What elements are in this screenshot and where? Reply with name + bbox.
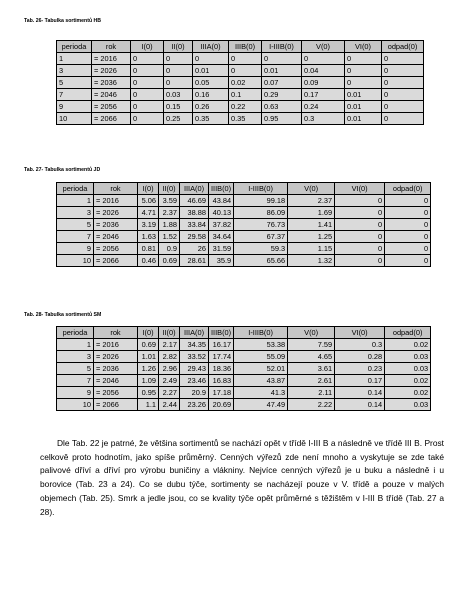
table-cell: 0.95 — [138, 387, 159, 399]
table-cell: 0 — [131, 113, 164, 125]
table-cell: 0 — [335, 231, 385, 243]
table-cell: 1.1 — [138, 399, 159, 411]
body-paragraph: Dle Tab. 22 je patrné, že většina sortimentů se nachází opět v třídě I-III B a následně ve třídě III B. Prost celkově proto hodnotím, jako spíše průměrný. Cenných výřezů zde není mnoho a vyskytuje se zde také palivové dříví a dříví pro výrobu buničiny a vlákniny. Nejvíce cenných výřezů je u buku a následně i u borovice (Tab. 23 a 24). Co se dubu týče, sortimenty se nacházejí pouze v V. třídě a pouze v malých objemech (Tab. 25). Smrk a jedle jsou, co se kvality týče opět průměrné s těžištěm v I-III B třídě (Tab. 27 a 28). — [40, 438, 444, 517]
table-cell: 1.52 — [159, 231, 180, 243]
table-cell: = 2046 — [92, 89, 131, 101]
table-cell: 0.14 — [335, 399, 385, 411]
column-header: perioda — [57, 183, 94, 195]
table-cell: 0 — [302, 53, 345, 65]
table-tab-28 — [56, 326, 431, 411]
column-header: rok — [94, 327, 138, 339]
table-cell: 0.35 — [193, 113, 229, 125]
table-cell: 16.17 — [209, 339, 234, 351]
table-tab-26 — [56, 40, 424, 125]
column-header: IIIB(0) — [229, 41, 262, 53]
table-cell: 0 — [382, 113, 424, 125]
table-row — [57, 375, 431, 387]
table-cell: = 2016 — [94, 195, 138, 207]
column-header: II(0) — [159, 327, 180, 339]
table-cell: 2.61 — [288, 375, 335, 387]
table-cell: 31.59 — [209, 243, 234, 255]
table-cell: 0 — [345, 65, 382, 77]
table-cell: 2.11 — [288, 387, 335, 399]
table-cell: 0.02 — [385, 387, 431, 399]
table-cell: 2.82 — [159, 351, 180, 363]
table-cell: 5 — [57, 219, 94, 231]
table-cell: 0 — [131, 89, 164, 101]
table-cell: = 2066 — [94, 399, 138, 411]
table-cell: 0.3 — [302, 113, 345, 125]
column-header: IIIA(0) — [193, 41, 229, 53]
table-cell: = 2026 — [94, 207, 138, 219]
table-cell: 5.06 — [138, 195, 159, 207]
column-header: perioda — [57, 327, 94, 339]
table-cell: = 2026 — [94, 351, 138, 363]
table-cell: 0.15 — [164, 101, 193, 113]
table-cell: 0.03 — [164, 89, 193, 101]
column-header: I(0) — [138, 327, 159, 339]
table-cell: 0 — [131, 53, 164, 65]
table-cell: 2.49 — [159, 375, 180, 387]
table-cell: 0 — [229, 65, 262, 77]
table-cell: 2.17 — [159, 339, 180, 351]
table-cell: 0.02 — [385, 375, 431, 387]
table-cell: 99.18 — [234, 195, 288, 207]
table-cell: 3.61 — [288, 363, 335, 375]
table-cell: 3.19 — [138, 219, 159, 231]
table-cell: 0.03 — [385, 363, 431, 375]
table-row — [57, 351, 431, 363]
table-cell: 0 — [382, 65, 424, 77]
column-header: IIIB(0) — [209, 183, 234, 195]
table-cell: 1.69 — [288, 207, 335, 219]
table-cell: 0 — [335, 207, 385, 219]
table-cell: 5 — [57, 77, 92, 89]
column-header: V(0) — [288, 327, 335, 339]
table-cell: 34.64 — [209, 231, 234, 243]
table-row — [57, 255, 431, 267]
table-cell: = 2046 — [94, 231, 138, 243]
table-cell: 1.32 — [288, 255, 335, 267]
table-row — [57, 65, 424, 77]
table-cell: 4.71 — [138, 207, 159, 219]
table-cell: 0.29 — [262, 89, 302, 101]
table-cell: 29.58 — [180, 231, 209, 243]
table-cell: = 2036 — [92, 77, 131, 89]
column-header: IIIA(0) — [180, 183, 209, 195]
table-cell: 20.69 — [209, 399, 234, 411]
table-cell: 0 — [335, 255, 385, 267]
table-cell: 0 — [382, 101, 424, 113]
caption-tab-28: Tab. 28- Tabulka sortimentů SM — [24, 312, 102, 318]
header-row — [57, 327, 431, 339]
column-header: I(0) — [131, 41, 164, 53]
column-header: I-IIIB(0) — [234, 327, 288, 339]
table-cell: 3 — [57, 65, 92, 77]
table-cell: 10 — [57, 113, 92, 125]
table-cell: 2.37 — [288, 195, 335, 207]
table-cell: 1 — [57, 339, 94, 351]
table-cell: 18.36 — [209, 363, 234, 375]
column-header: VI(0) — [335, 327, 385, 339]
table-cell: = 2056 — [92, 101, 131, 113]
table-row — [57, 77, 424, 89]
table-cell: 67.37 — [234, 231, 288, 243]
table-cell: 59.3 — [234, 243, 288, 255]
table-cell: = 2046 — [94, 375, 138, 387]
column-header: IIIB(0) — [209, 327, 234, 339]
table-cell: 0 — [345, 53, 382, 65]
table-cell: 0.01 — [193, 65, 229, 77]
table-cell: 4.65 — [288, 351, 335, 363]
table-cell: 0.16 — [193, 89, 229, 101]
table-cell: 0.69 — [138, 339, 159, 351]
table-cell: 55.09 — [234, 351, 288, 363]
table-cell: 0.14 — [335, 387, 385, 399]
table-cell: 0 — [335, 219, 385, 231]
table-row — [57, 363, 431, 375]
table-cell: 0.03 — [385, 351, 431, 363]
table-cell: 7.59 — [288, 339, 335, 351]
table-row — [57, 387, 431, 399]
table-row — [57, 399, 431, 411]
table-cell: 0.07 — [262, 77, 302, 89]
table-cell: 0.81 — [138, 243, 159, 255]
table-cell: 0 — [385, 255, 431, 267]
table-cell: 0.63 — [262, 101, 302, 113]
table-cell: 0 — [382, 77, 424, 89]
table-cell: = 2066 — [92, 113, 131, 125]
table-cell: 0 — [385, 243, 431, 255]
table-cell: 0 — [229, 53, 262, 65]
table-cell: 40.13 — [209, 207, 234, 219]
table-cell: 2.44 — [159, 399, 180, 411]
table-cell: 7 — [57, 231, 94, 243]
table-cell: 0.22 — [229, 101, 262, 113]
table-cell: 0.9 — [159, 243, 180, 255]
column-header: I-IIIB(0) — [262, 41, 302, 53]
table-tab-27 — [56, 182, 431, 267]
table-cell: 0 — [335, 243, 385, 255]
table-cell: = 2036 — [94, 363, 138, 375]
table-cell: 1.25 — [288, 231, 335, 243]
table-cell: = 2016 — [94, 339, 138, 351]
table-cell: 41.3 — [234, 387, 288, 399]
column-header: rok — [92, 41, 131, 53]
table-row — [57, 219, 431, 231]
table-cell: 0.01 — [345, 89, 382, 101]
table-cell: 47.49 — [234, 399, 288, 411]
table-cell: 86.09 — [234, 207, 288, 219]
column-header: I-IIIB(0) — [234, 183, 288, 195]
table-cell: 1.01 — [138, 351, 159, 363]
table-cell: 0 — [164, 53, 193, 65]
table-cell: 0.05 — [193, 77, 229, 89]
column-header: perioda — [57, 41, 92, 53]
table-row — [57, 53, 424, 65]
table-row — [57, 195, 431, 207]
table-cell: 0 — [262, 53, 302, 65]
table-cell: 0.02 — [229, 77, 262, 89]
table-cell: 20.9 — [180, 387, 209, 399]
table-cell: 0 — [335, 195, 385, 207]
table-cell: 0.17 — [302, 89, 345, 101]
table-cell: 0.3 — [335, 339, 385, 351]
table-cell: 0.69 — [159, 255, 180, 267]
table-cell: = 2056 — [94, 243, 138, 255]
caption-tab-27: Tab. 27- Tabulka sortimentů JD — [24, 167, 101, 173]
column-header: I(0) — [138, 183, 159, 195]
table-cell: 43.87 — [234, 375, 288, 387]
table-cell: 10 — [57, 255, 94, 267]
table-cell: 0.04 — [302, 65, 345, 77]
table-cell: 0.03 — [385, 399, 431, 411]
table-cell: 43.84 — [209, 195, 234, 207]
table-cell: 65.66 — [234, 255, 288, 267]
table-row — [57, 207, 431, 219]
table-cell: 1.88 — [159, 219, 180, 231]
table-cell: 7 — [57, 89, 92, 101]
column-header: II(0) — [164, 41, 193, 53]
table-cell: = 2026 — [92, 65, 131, 77]
table-cell: 1 — [57, 195, 94, 207]
table-cell: 3 — [57, 351, 94, 363]
table-cell: 0 — [131, 65, 164, 77]
table-cell: 33.52 — [180, 351, 209, 363]
table-cell: 0 — [385, 219, 431, 231]
table-cell: 1.63 — [138, 231, 159, 243]
table-cell: 0.26 — [193, 101, 229, 113]
table-cell: 5 — [57, 363, 94, 375]
table-cell: 29.43 — [180, 363, 209, 375]
table-cell: 33.84 — [180, 219, 209, 231]
table-cell: 3.59 — [159, 195, 180, 207]
table-cell: 1.09 — [138, 375, 159, 387]
table-cell: 0.24 — [302, 101, 345, 113]
table-cell: 0.23 — [335, 363, 385, 375]
table-cell: 0 — [382, 53, 424, 65]
table-row — [57, 101, 424, 113]
table-cell: 3 — [57, 207, 94, 219]
table-cell: = 2016 — [92, 53, 131, 65]
table-cell: 0.01 — [345, 113, 382, 125]
column-header: IIIA(0) — [180, 327, 209, 339]
header-row — [57, 183, 431, 195]
column-header: V(0) — [302, 41, 345, 53]
table-cell: 0 — [345, 77, 382, 89]
table-cell: 0 — [382, 89, 424, 101]
table-cell: 35.9 — [209, 255, 234, 267]
table-cell: 16.83 — [209, 375, 234, 387]
table-cell: 53.38 — [234, 339, 288, 351]
table-cell: 10 — [57, 399, 94, 411]
table-cell: 2.96 — [159, 363, 180, 375]
table-cell: 37.82 — [209, 219, 234, 231]
table-cell: 0 — [385, 207, 431, 219]
table-cell: = 2066 — [94, 255, 138, 267]
table-row — [57, 89, 424, 101]
table-cell: 28.61 — [180, 255, 209, 267]
table-cell: 0 — [385, 231, 431, 243]
column-header: V(0) — [288, 183, 335, 195]
table-cell: 7 — [57, 375, 94, 387]
table-cell: 9 — [57, 101, 92, 113]
column-header: rok — [94, 183, 138, 195]
table-cell: 2.37 — [159, 207, 180, 219]
column-header: VI(0) — [345, 41, 382, 53]
table-cell: 0.01 — [262, 65, 302, 77]
table-cell: 17.18 — [209, 387, 234, 399]
table-cell: 17.74 — [209, 351, 234, 363]
header-row — [57, 41, 424, 53]
table-cell: 0.35 — [229, 113, 262, 125]
table-cell: 2.27 — [159, 387, 180, 399]
table-cell: 52.01 — [234, 363, 288, 375]
column-header: odpad(0) — [385, 183, 431, 195]
table-cell: 0.17 — [335, 375, 385, 387]
table-cell: 0.01 — [345, 101, 382, 113]
table-cell: 34.35 — [180, 339, 209, 351]
column-header: VI(0) — [335, 183, 385, 195]
column-header: odpad(0) — [385, 327, 431, 339]
table-cell: 0 — [131, 101, 164, 113]
table-cell: 2.22 — [288, 399, 335, 411]
table-cell: 0 — [193, 53, 229, 65]
table-row — [57, 231, 431, 243]
table-cell: = 2036 — [94, 219, 138, 231]
table-cell: 1.26 — [138, 363, 159, 375]
table-cell: 1.41 — [288, 219, 335, 231]
table-cell: 0 — [164, 77, 193, 89]
table-cell: 26 — [180, 243, 209, 255]
table-cell: 1.15 — [288, 243, 335, 255]
table-cell: 0 — [131, 77, 164, 89]
table-cell: 0.46 — [138, 255, 159, 267]
table-cell: 23.26 — [180, 399, 209, 411]
table-cell: 0.02 — [385, 339, 431, 351]
column-header: odpad(0) — [382, 41, 424, 53]
table-cell: 46.69 — [180, 195, 209, 207]
table-cell: 38.88 — [180, 207, 209, 219]
table-row — [57, 339, 431, 351]
caption-tab-26: Tab. 26- Tabulka sortimentů HB — [24, 18, 102, 24]
table-cell: 0 — [164, 65, 193, 77]
table-cell: 9 — [57, 243, 94, 255]
table-cell: 9 — [57, 387, 94, 399]
table-row — [57, 113, 424, 125]
table-cell: 0.25 — [164, 113, 193, 125]
table-cell: 1 — [57, 53, 92, 65]
table-cell: 0.28 — [335, 351, 385, 363]
table-cell: 0.1 — [229, 89, 262, 101]
table-cell: = 2056 — [94, 387, 138, 399]
table-cell: 0.95 — [262, 113, 302, 125]
table-cell: 76.73 — [234, 219, 288, 231]
table-row — [57, 243, 431, 255]
table-cell: 0 — [385, 195, 431, 207]
column-header: II(0) — [159, 183, 180, 195]
table-cell: 23.46 — [180, 375, 209, 387]
table-cell: 0.09 — [302, 77, 345, 89]
